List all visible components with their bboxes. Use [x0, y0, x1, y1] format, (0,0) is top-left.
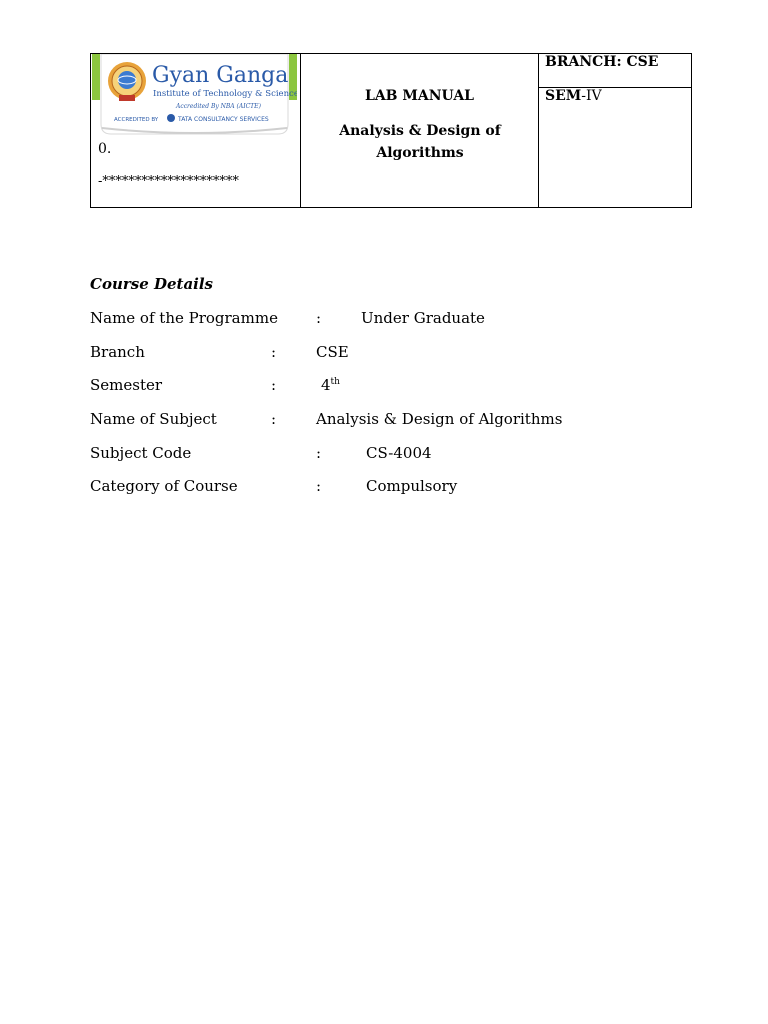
row-value: Compulsory: [366, 477, 458, 495]
title-cell: [301, 54, 539, 207]
sem-cell: [539, 88, 691, 208]
svg-text:Accredited By NBA (AICTE): Accredited By NBA (AICTE): [176, 103, 261, 110]
row-label: Semester: [90, 376, 163, 394]
logo-number: 0.: [98, 141, 112, 157]
row-value: CSE: [316, 343, 349, 361]
svg-text:Institute of Technology & Scie: Institute of Technology & Sciences: [153, 89, 297, 99]
svg-text:Gyan Ganga: Gyan Ganga: [152, 63, 289, 88]
row-colon: :: [316, 477, 322, 495]
subject-title: Analysis & Design of Algorithms: [339, 123, 501, 161]
tata-icon: [167, 114, 175, 122]
row-colon: :: [316, 309, 322, 327]
branch-sem-cell: [539, 54, 691, 207]
logo-graphic: [92, 54, 297, 136]
semester-number: 4: [321, 376, 331, 394]
svg-text:ACCREDITED BY: ACCREDITED BY: [114, 117, 159, 123]
branch-label: BRANCH: CSE: [545, 54, 659, 70]
stars-line: -*********************: [98, 174, 239, 189]
course-details-heading: Course Details: [90, 275, 214, 293]
header-table: [90, 53, 692, 208]
sem-label: SEM: [545, 88, 582, 104]
semester-suffix: th: [330, 377, 340, 387]
row-label: Branch: [90, 343, 145, 361]
sem-text: [545, 88, 602, 104]
row-colon: :: [316, 444, 322, 462]
sem-value: -IV: [581, 88, 602, 104]
row-value: [321, 376, 340, 394]
row-colon: :: [271, 343, 277, 361]
row-value: Analysis & Design of Algorithms: [316, 410, 563, 428]
lab-manual-title: LAB MANUAL: [364, 88, 475, 104]
branch-cell: [539, 54, 691, 88]
row-value: CS-4004: [366, 444, 432, 462]
row-colon: :: [271, 410, 277, 428]
row-label: Name of the Programme: [90, 309, 278, 327]
row-label: Name of Subject: [90, 410, 217, 428]
row-label: Category of Course: [90, 477, 238, 495]
svg-text:TATA CONSULTANCY SERVICES: TATA CONSULTANCY SERVICES: [178, 116, 269, 123]
institute-logo: [92, 54, 297, 136]
logo-cell: [91, 54, 301, 207]
row-colon: :: [271, 376, 277, 394]
row-value: Under Graduate: [361, 309, 485, 327]
row-label: Subject Code: [90, 444, 192, 462]
